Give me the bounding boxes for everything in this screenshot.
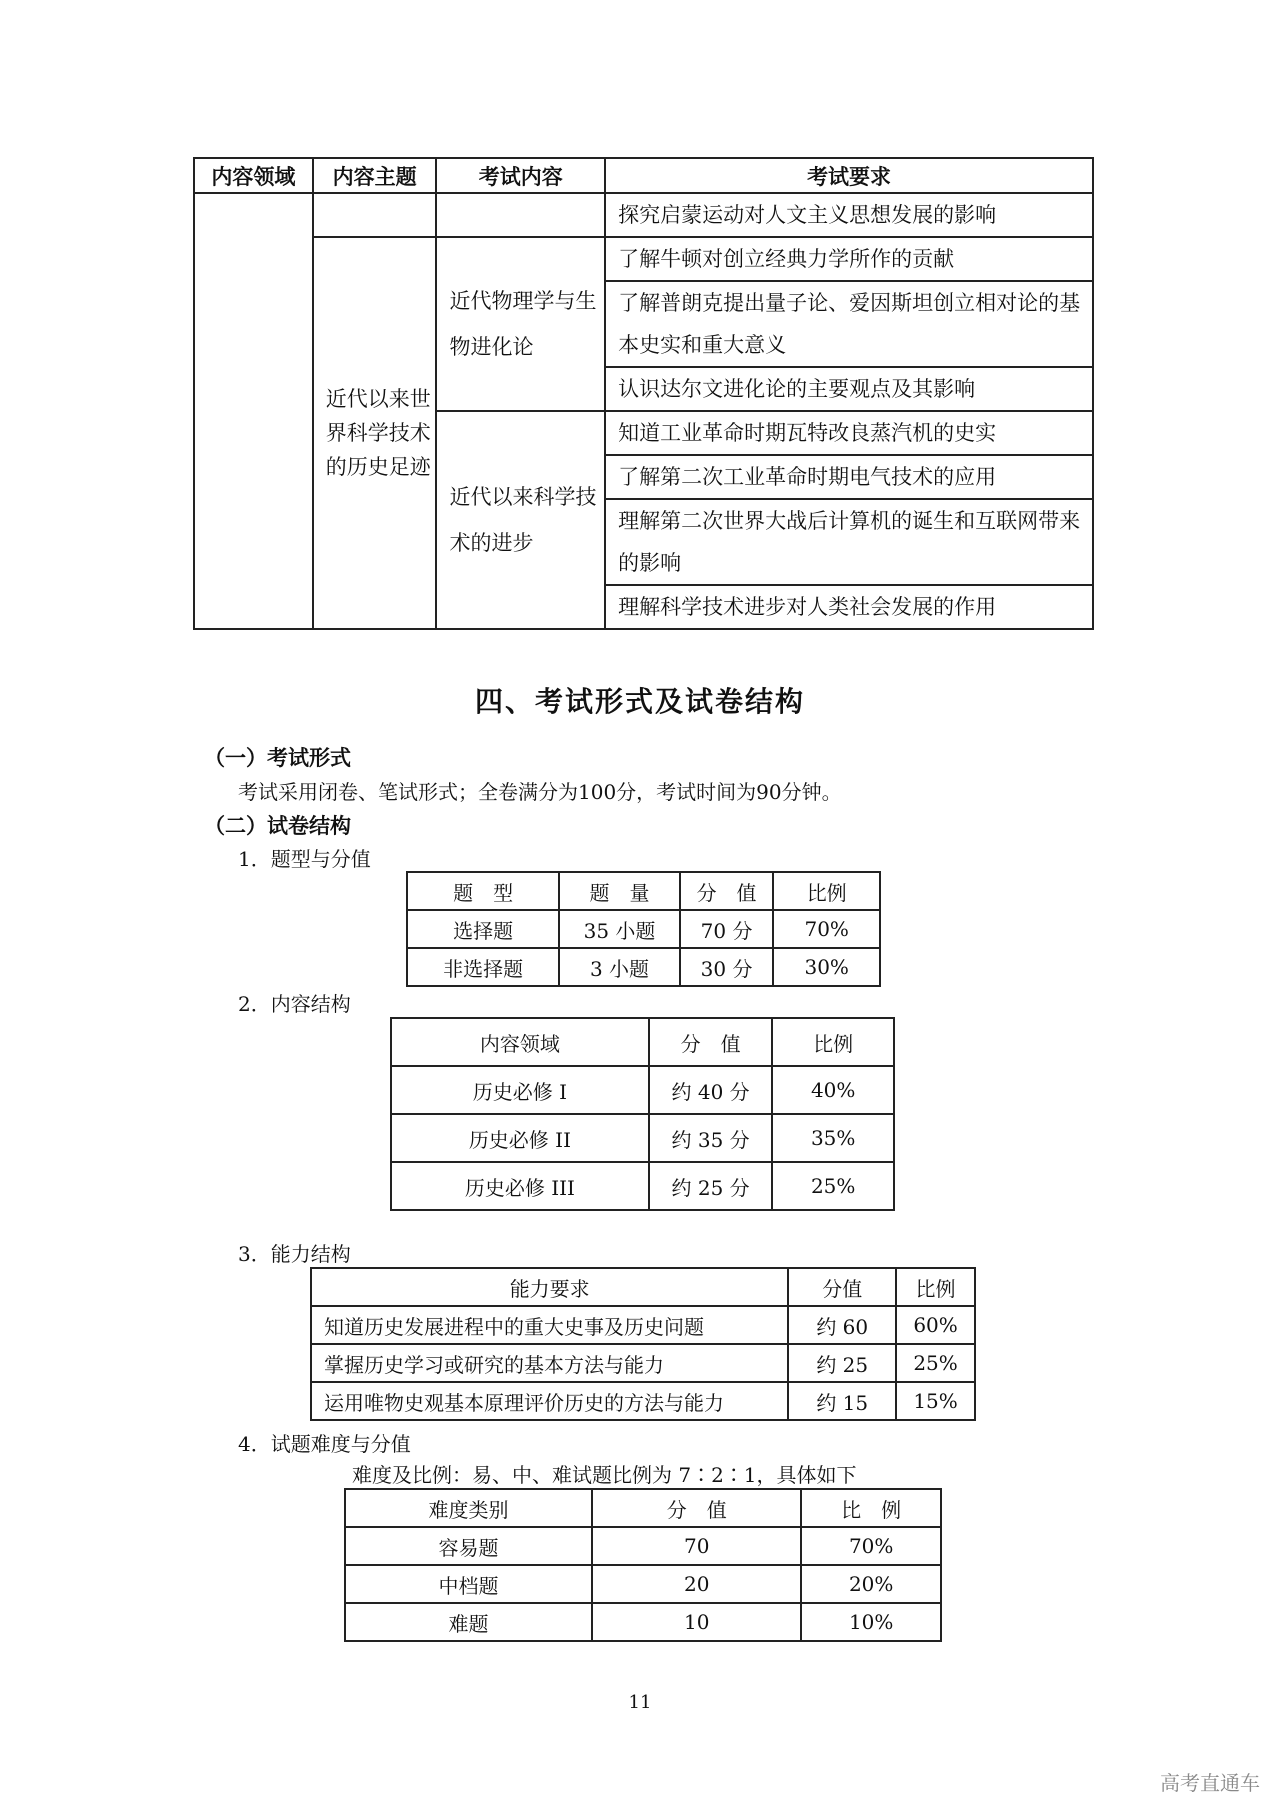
content-structure-table: [390, 1017, 895, 1211]
topic-cell: 近代以来世界科学技术的历史足迹: [313, 237, 437, 629]
table-cell: 约 40 分: [649, 1066, 773, 1114]
requirement-cell: 了解牛顿对创立经典力学所作的贡献: [605, 237, 1093, 281]
table-cell: 容易题: [345, 1527, 592, 1565]
requirement-cell: 认识达尔文进化论的主要观点及其影响: [605, 367, 1093, 411]
table-cell: 25%: [772, 1162, 894, 1210]
table-cell: 约 25 分: [649, 1162, 773, 1210]
table-cell: 10%: [801, 1603, 941, 1641]
table-cell: 约 25: [788, 1344, 896, 1382]
table-cell: 35 小题: [559, 910, 679, 948]
table-header: 比 例: [801, 1489, 941, 1527]
table-row: [391, 1066, 894, 1114]
requirement-cell: 理解第二次世界大战后计算机的诞生和互联网带来的影响: [605, 499, 1093, 585]
table-header: 分 值: [592, 1489, 801, 1527]
table-cell: 难题: [345, 1603, 592, 1641]
table-cell: 运用唯物史观基本原理评价历史的方法与能力: [311, 1382, 788, 1420]
header-content: 考试内容: [436, 158, 605, 193]
table-cell: 知道历史发展进程中的重大史事及历史问题: [311, 1306, 788, 1344]
table-row: [311, 1382, 975, 1420]
exam-form-heading: （一）考试形式: [204, 745, 351, 770]
subheading-difficulty: 4．试题难度与分值: [238, 1432, 411, 1456]
difficulty-note: 难度及比例：易、中、难试题比例为 7∶2∶1，具体如下: [352, 1463, 857, 1487]
ability-structure-table: [310, 1267, 976, 1421]
table-cell: 历史必修 III: [391, 1162, 649, 1210]
table-header: 比例: [896, 1268, 975, 1306]
table-header: 分值: [788, 1268, 896, 1306]
table-header: 题 型: [407, 872, 559, 910]
requirement-cell: 探究启蒙运动对人文主义思想发展的影响: [605, 193, 1093, 237]
empty-content-cell: [436, 193, 605, 237]
table-row: [391, 1114, 894, 1162]
requirement-cell: 了解第二次工业革命时期电气技术的应用: [605, 455, 1093, 499]
header-domain: 内容领域: [194, 158, 313, 193]
content-cell-technology: 近代以来科学技术的进步: [436, 411, 605, 629]
table-header: 内容领域: [391, 1018, 649, 1066]
curriculum-table: [193, 157, 1094, 630]
table-row: [407, 948, 880, 986]
subheading-question-types: 1．题型与分值: [238, 847, 371, 871]
table-cell: 70%: [773, 910, 880, 948]
table-cell: 35%: [772, 1114, 894, 1162]
question-type-table: [406, 871, 881, 987]
exam-form-text: 考试采用闭卷、笔试形式；全卷满分为100分，考试时间为90分钟。: [238, 780, 842, 804]
domain-cell: [194, 193, 313, 629]
requirement-cell: 知道工业革命时期瓦特改良蒸汽机的史实: [605, 411, 1093, 455]
table-cell: 约 15: [788, 1382, 896, 1420]
table-row: [311, 1306, 975, 1344]
watermark: 高考直通车: [1160, 1771, 1260, 1795]
table-cell: 40%: [772, 1066, 894, 1114]
empty-topic-cell: [313, 193, 437, 237]
table-header: 能力要求: [311, 1268, 788, 1306]
table-row: [391, 1162, 894, 1210]
table-cell: 70 分: [680, 910, 774, 948]
header-requirement: 考试要求: [605, 158, 1093, 193]
difficulty-table: [344, 1488, 942, 1642]
table-cell: 70%: [801, 1527, 941, 1565]
table-cell: 30 分: [680, 948, 774, 986]
table-cell: 历史必修 I: [391, 1066, 649, 1114]
subheading-content-structure: 2．内容结构: [238, 992, 351, 1016]
table-cell: 中档题: [345, 1565, 592, 1603]
table-row: [311, 1344, 975, 1382]
header-topic: 内容主题: [313, 158, 437, 193]
content-cell-physics: 近代物理学与生物进化论: [436, 237, 605, 411]
table-cell: 70: [592, 1527, 801, 1565]
table-cell: 25%: [896, 1344, 975, 1382]
requirement-cell: 理解科学技术进步对人类社会发展的作用: [605, 585, 1093, 629]
table-header: 分 值: [680, 872, 774, 910]
table-header: 比例: [773, 872, 880, 910]
table-row: [345, 1565, 941, 1603]
table-header: 比例: [772, 1018, 894, 1066]
table-row: [407, 910, 880, 948]
paper-structure-heading: （二）试卷结构: [204, 813, 351, 838]
table-header: 题 量: [559, 872, 679, 910]
table-row: [345, 1603, 941, 1641]
table-cell: 10: [592, 1603, 801, 1641]
section-title: 四、考试形式及试卷结构: [474, 685, 805, 718]
subheading-ability-structure: 3．能力结构: [238, 1242, 351, 1266]
table-cell: 非选择题: [407, 948, 559, 986]
table-cell: 掌握历史学习或研究的基本方法与能力: [311, 1344, 788, 1382]
table-cell: 20%: [801, 1565, 941, 1603]
requirement-cell: 了解普朗克提出量子论、爱因斯坦创立相对论的基本史实和重大意义: [605, 281, 1093, 367]
table-cell: 约 35 分: [649, 1114, 773, 1162]
page-number: 11: [628, 1692, 652, 1713]
table-cell: 15%: [896, 1382, 975, 1420]
table-cell: 选择题: [407, 910, 559, 948]
table-cell: 20: [592, 1565, 801, 1603]
table-row: [345, 1527, 941, 1565]
table-cell: 60%: [896, 1306, 975, 1344]
table-cell: 约 60: [788, 1306, 896, 1344]
table-cell: 历史必修 II: [391, 1114, 649, 1162]
table-cell: 3 小题: [559, 948, 679, 986]
table-header: 分 值: [649, 1018, 773, 1066]
table-cell: 30%: [773, 948, 880, 986]
table-header: 难度类别: [345, 1489, 592, 1527]
